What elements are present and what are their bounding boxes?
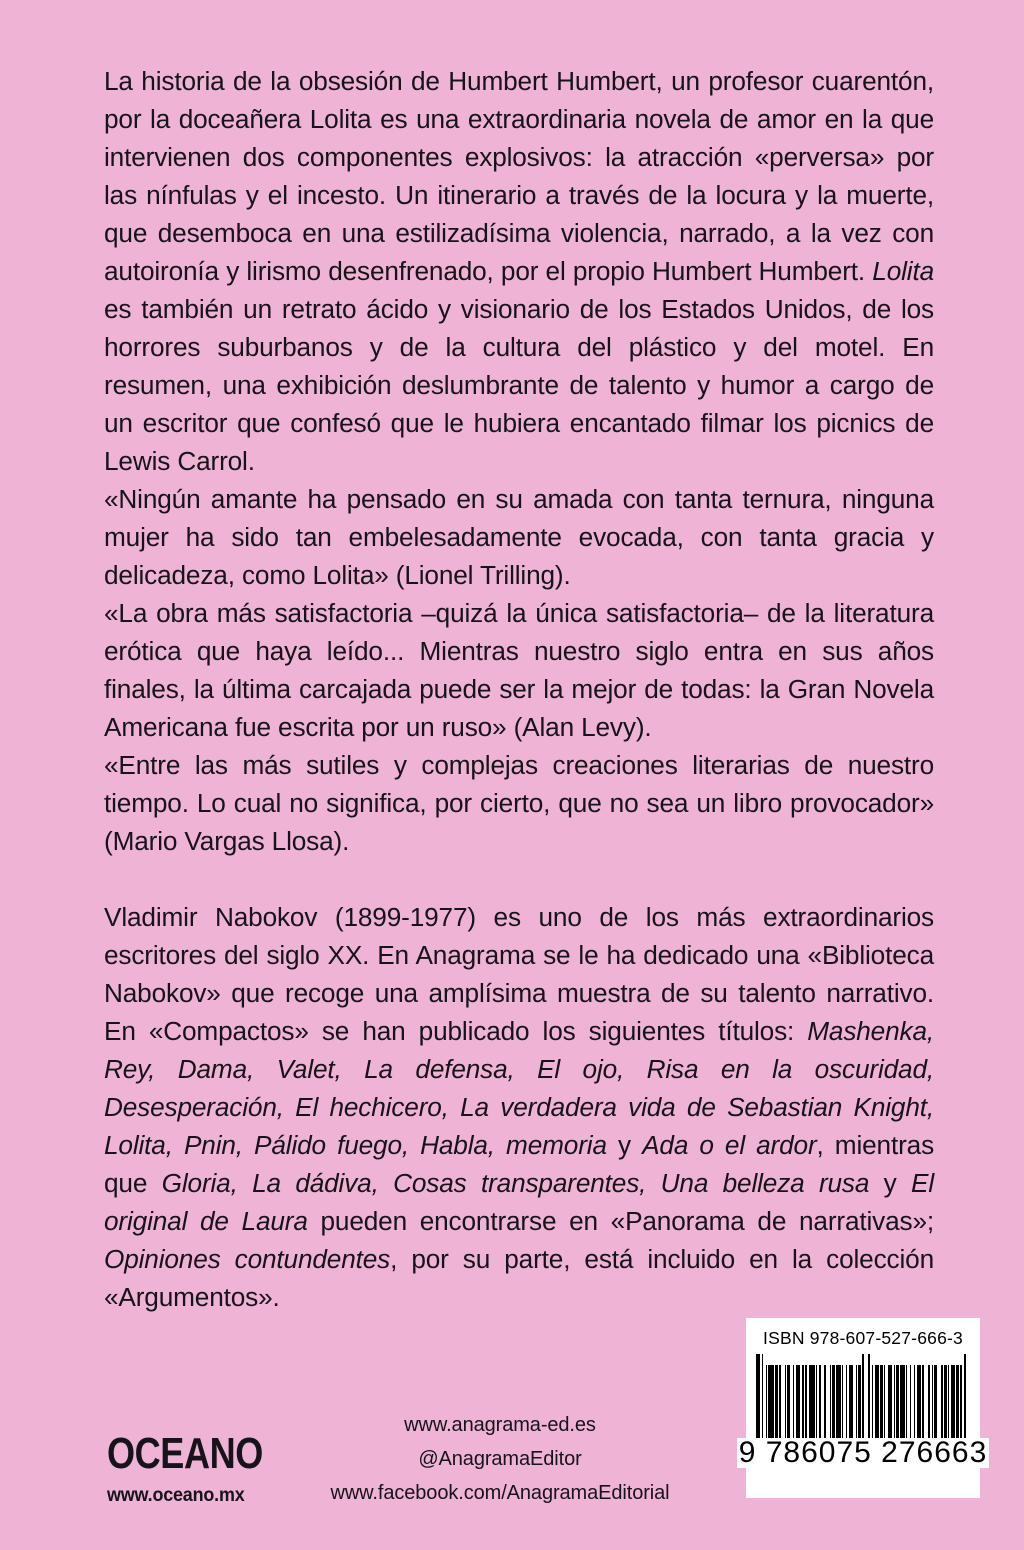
publisher-name: OCEANO	[107, 1429, 263, 1478]
publisher-url: www.oceano.mx	[107, 1484, 245, 1506]
paragraph-spacer	[104, 860, 934, 898]
bio-text-a: Vladimir Nabokov (1899-1977) es uno de los más extraordinarios escritores del siglo XX. En Anagrama se le ha dedicado una «Biblioteca Nabokov» que recoge una amplísima muestra de su talento narrativo. En «Compactos» se han publicado los siguientes títulos:	[104, 902, 934, 1046]
isbn-barcode-panel	[738, 1318, 988, 1498]
anagrama-twitter-handle: @AnagramaEditor	[418, 1448, 582, 1470]
bio-text-c: pueden encontrarse en «Panorama de narrativas»;	[307, 1206, 935, 1236]
anagrama-facebook-url: www.facebook.com/AnagramaEditorial	[330, 1482, 670, 1504]
blurb-synopsis-text-b: es también un retrato ácido y visionario de los Estados Unidos, de los horrores suburbanos y de la cultura del plástico y del motel. En resumen, una exhibición deslumbrante de talento y humor a cargo de un escritor que confesó que le hubiera encantado filmar los picnics de Lewis Carrol.	[104, 294, 934, 476]
bio-titles-compactos-b: Ada o el ardor	[642, 1130, 817, 1160]
author-bio-paragraph	[104, 898, 934, 1316]
bio-titles-compactos-a: Mashenka, Rey, Dama, Valet, La defensa, El ojo, Risa en la oscuridad, Desesperación, El hechicero, La verdadera vida de Sebastian Knight, Lolita, Pnin, Pálido fuego, Habla, memoria	[104, 1016, 934, 1160]
blurb-paragraph-synopsis	[104, 62, 934, 480]
bio-text-b: , mientras que	[104, 1130, 935, 1198]
anagrama-contact-block	[330, 1408, 670, 1510]
bio-titles-argumentos: Opiniones contundentes	[104, 1244, 391, 1274]
isbn-label: ISBN 978-607-527-666-3	[763, 1328, 963, 1348]
publisher-logo-oceano	[107, 1429, 367, 1506]
blurb-quote-levy: «La obra más satisfactoria –quizá la única satisfactoria– de la literatura erótica que haya leído... Mientras nuestro siglo entra en sus años finales, la última carcajada puede ser la mejor de todas: la Gran Novela Americana fue escrita por un ruso» (Alan Levy).	[104, 598, 934, 742]
blurb-quote-vargas-llosa: «Entre las más sutiles y complejas creaciones literarias de nuestro tiempo. Lo cual no significa, por cierto, que no sea un libro provocador» (Mario Vargas Llosa).	[104, 750, 934, 856]
bio-titles-panorama-a: Gloria, La dádiva, Cosas transparentes, Una belleza rusa	[161, 1168, 870, 1198]
ean-digits: 9 786075 276663	[738, 1436, 988, 1469]
bio-connector-a: y	[606, 1130, 643, 1160]
bio-connector-b: y	[869, 1168, 912, 1198]
back-cover-blurb	[104, 62, 934, 1316]
bio-titles-panorama-b: El original de Laura	[104, 1168, 935, 1236]
blurb-quote-trilling: «Ningún amante ha pensado en su amada con tanta ternura, ninguna mujer ha sido tan embelesadamente evocada, con tanta gracia y delicadeza, como Lolita» (Lionel Trilling).	[104, 484, 934, 590]
blurb-title-lolita: Lolita	[872, 256, 934, 286]
blurb-synopsis-text-a: La historia de la obsesión de Humbert Humbert, un profesor cuarentón, por la doceañera Lolita es una extraordinaria novela de amor en la que intervienen dos componentes explosivos: la atracción «perversa» por las nínfulas y el incesto. Un itinerario a través de la locura y la muerte, que desemboca en una estilizadísima violencia, narrado, a la vez con autoironía y lirismo desenfrenado, por el propio Humbert Humbert.	[104, 66, 934, 286]
anagrama-website-url: www.anagrama-ed.es	[404, 1414, 596, 1436]
bio-text-d: , por su parte, está incluido en la colección «Argumentos».	[104, 1244, 934, 1312]
